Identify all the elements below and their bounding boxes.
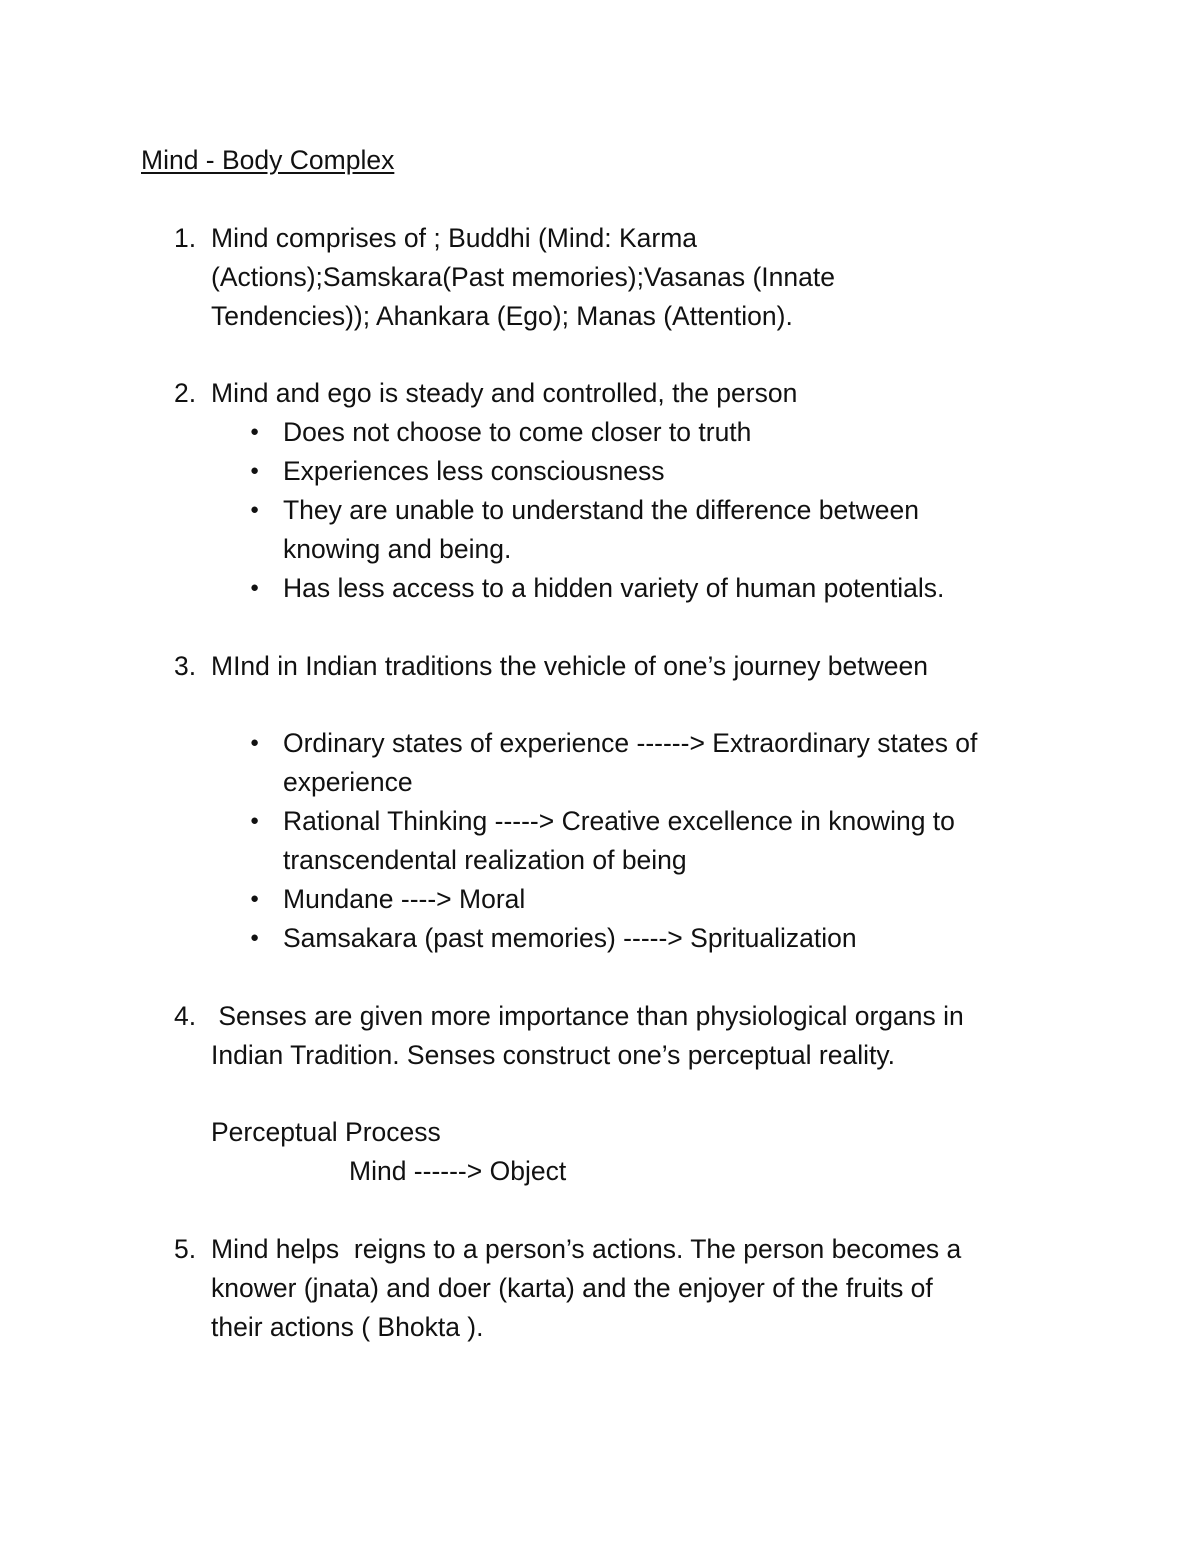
item-4-number: 4.: [174, 1001, 197, 1031]
item-2-bullet-1: Does not choose to come closer to truth: [283, 417, 752, 447]
item-2-bullet-3-line-1: They are unable to understand the difference between: [283, 495, 919, 525]
item-3-line-1: MInd in Indian traditions the vehicle of one’s journey between: [211, 651, 928, 681]
bullet-icon: ●: [250, 501, 260, 518]
item-1-number: 1.: [174, 223, 197, 253]
item-5-line-2: knower (jnata) and doer (karta) and the enjoyer of the fruits of: [211, 1273, 933, 1303]
bullet-icon: ●: [250, 462, 260, 479]
item-5-number: 5.: [174, 1234, 197, 1264]
item-2-bullet-4: Has less access to a hidden variety of human potentials.: [283, 573, 945, 603]
item-3-bullet-2-line-1: Rational Thinking -----> Creative excellence in knowing to: [283, 806, 955, 836]
item-1-line-1: Mind comprises of ; Buddhi (Mind: Karma: [211, 223, 698, 253]
item-5-line-3: their actions ( Bhokta ).: [211, 1312, 484, 1342]
bullet-icon: ●: [250, 890, 260, 907]
item-2-line-1: Mind and ego is steady and controlled, the person: [211, 378, 798, 408]
item-3-bullet-3: Mundane ----> Moral: [283, 884, 526, 914]
item-2-bullet-3-line-2: knowing and being.: [283, 534, 512, 564]
document-title: Mind - Body Complex: [141, 145, 395, 175]
item-1-line-3: Tendencies)); Ahankara (Ego); Manas (Attention).: [211, 301, 793, 331]
item-3-bullet-1-line-2: experience: [283, 767, 413, 797]
bullet-icon: ●: [250, 423, 260, 440]
bullet-icon: ●: [250, 579, 260, 596]
item-3-bullet-4: Samsakara (past memories) -----> Spritualization: [283, 923, 857, 953]
item-3-number: 3.: [174, 651, 197, 681]
item-4-line-1: Senses are given more importance than physiological organs in: [211, 1001, 964, 1031]
perceptual-process-flow: Mind ------> Object: [349, 1156, 567, 1186]
bullet-icon: ●: [250, 929, 260, 946]
perceptual-process-heading: Perceptual Process: [211, 1117, 441, 1147]
item-2-number: 2.: [174, 378, 197, 408]
item-1-line-2: (Actions);Samskara(Past memories);Vasanas (Innate: [211, 262, 835, 292]
item-4-line-2: Indian Tradition. Senses construct one’s perceptual reality.: [211, 1040, 895, 1070]
item-2-bullet-2: Experiences less consciousness: [283, 456, 665, 486]
bullet-icon: ●: [250, 812, 260, 829]
bullet-icon: ●: [250, 734, 260, 751]
item-3-bullet-1-line-1: Ordinary states of experience ------> Extraordinary states of: [283, 728, 978, 758]
item-3-bullet-2-line-2: transcendental realization of being: [283, 845, 687, 875]
item-5-line-1: Mind helps reigns to a person’s actions. The person becomes a: [211, 1234, 962, 1264]
